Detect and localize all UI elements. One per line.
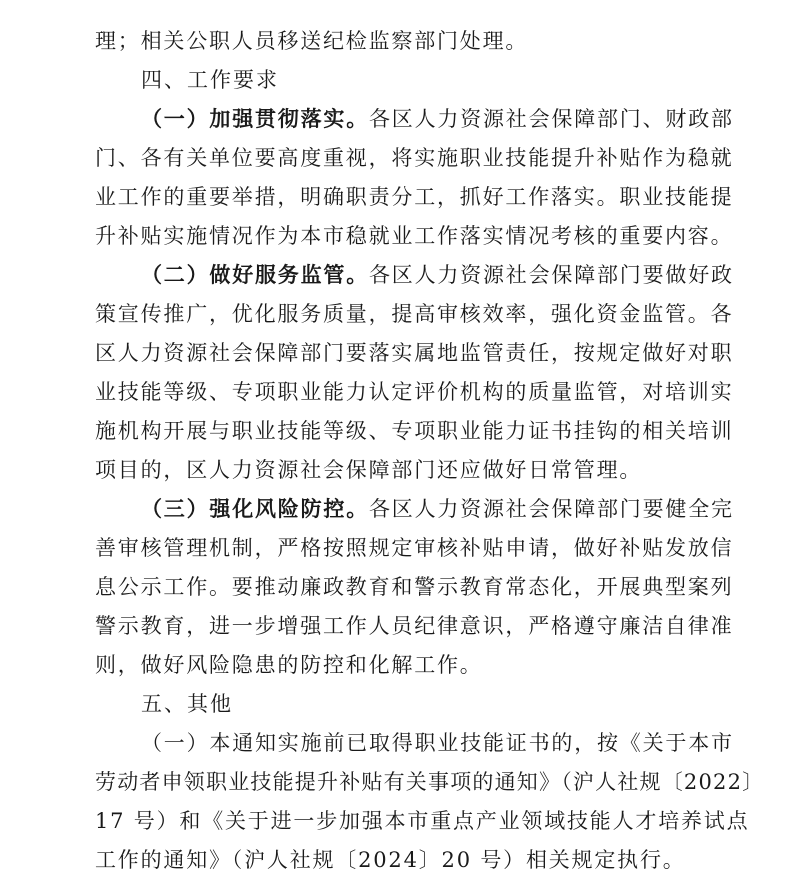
text-line: [95, 535, 734, 561]
text-line: [95, 808, 750, 834]
heading-text: 五、其他: [141, 692, 233, 716]
line-text: 策宣传推广，优化服务质量，提高审核效率，强化资金监管。各: [95, 302, 734, 326]
text-line: [95, 574, 734, 600]
text-line: [95, 769, 765, 795]
line-text: 项目的，区人力资源社会保障部门还应做好日常管理。: [95, 458, 643, 482]
line-text: 工作的通知》（沪人社规〔2024〕20 号）相关规定执行。: [95, 848, 686, 872]
line-text: 业工作的重要举措，明确职责分工，抓好工作落实。职业技能提: [95, 185, 734, 209]
paragraph-start: [141, 106, 751, 132]
paragraph-start: [141, 262, 751, 288]
text-line: [95, 613, 734, 639]
line-text: 劳动者申领职业技能提升补贴有关事项的通知》（沪人社规〔2022〕: [95, 770, 765, 794]
line-text: 区人力资源社会保障部门要落实属地监管责任，按规定做好对职: [95, 341, 734, 365]
text-line: [95, 301, 734, 327]
text-line: [95, 223, 734, 249]
line-text: 警示教育，进一步增强工作人员纪律意识，严格遵守廉洁自律准: [95, 614, 734, 638]
line-text: 升补贴实施情况作为本市稳就业工作落实情况考核的重要内容。: [95, 224, 734, 248]
subheading-lead: （三）强化风险防控。: [141, 497, 369, 521]
text-line: [95, 145, 734, 171]
text-line: [95, 418, 734, 444]
subheading-lead: （二）做好服务监管。: [141, 263, 369, 287]
line-text: 17 号）和《关于进一步加强本市重点产业领域技能人才培养试点: [95, 809, 750, 833]
text-line: [95, 28, 705, 54]
subheading-lead: （一）加强贯彻落实。: [141, 107, 369, 131]
line-text: （一）本通知实施前已取得职业技能证书的，按《关于本市: [141, 731, 734, 755]
line-text: 理；相关公职人员移送纪检监察部门处理。: [95, 29, 529, 53]
line-text: 善审核管理机制，严格按照规定审核补贴申请，做好补贴发放信: [95, 536, 734, 560]
text-line: [95, 652, 705, 678]
section-heading: [141, 691, 751, 717]
text-line: [95, 457, 705, 483]
line-text: 施机构开展与职业技能等级、专项职业能力证书挂钩的相关培训: [95, 419, 734, 443]
line-text: 各区人力资源社会保障部门要健全完: [369, 497, 734, 521]
paragraph-start: [141, 496, 751, 522]
text-line: [95, 847, 705, 873]
line-text: 各区人力资源社会保障部门要做好政: [369, 263, 734, 287]
line-text: 则，做好风险隐患的防控和化解工作。: [95, 653, 483, 677]
heading-text: 四、工作要求: [141, 68, 279, 92]
text-line: [95, 184, 734, 210]
line-text: 业技能等级、专项职业能力认定评价机构的质量监管，对培训实: [95, 380, 734, 404]
line-text: 息公示工作。要推动廉政教育和警示教育常态化，开展典型案列: [95, 575, 734, 599]
section-heading: [141, 67, 751, 93]
paragraph-start: [141, 730, 751, 756]
line-text: 各区人力资源社会保障部门、财政部: [369, 107, 734, 131]
line-text: 门、各有关单位要高度重视，将实施职业技能提升补贴作为稳就: [95, 146, 734, 170]
text-line: [95, 340, 734, 366]
text-line: [95, 379, 734, 405]
